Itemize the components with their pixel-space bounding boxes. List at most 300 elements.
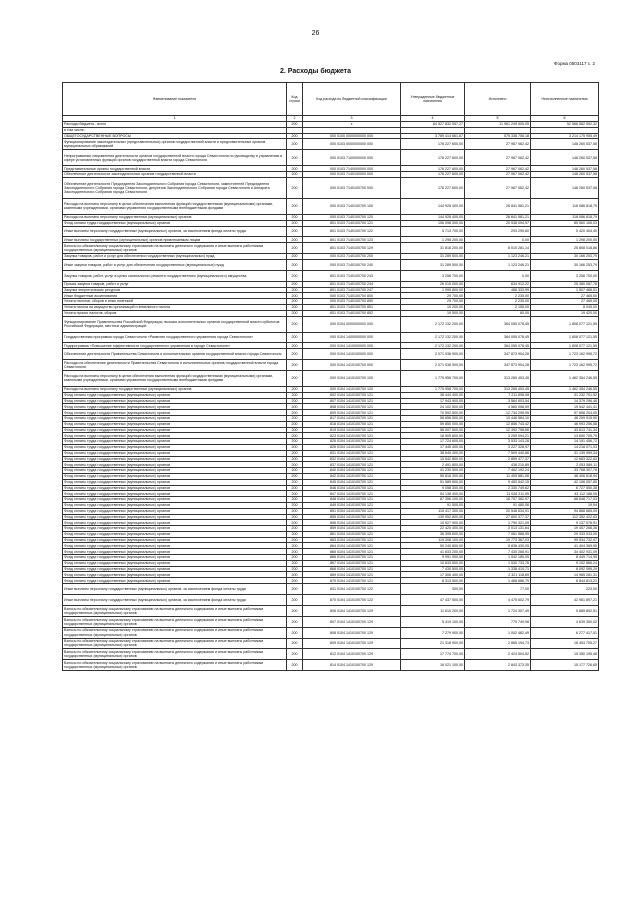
row-approved: 29 700,00	[401, 299, 465, 305]
row-remaining: 118 086 818,79	[531, 198, 599, 214]
row-line-code: 200	[287, 133, 303, 139]
row-approved: 139 952 800,00	[401, 514, 465, 520]
row-remaining: 68 648 717,03	[531, 497, 599, 503]
row-executed: 3 533 143,28	[465, 439, 531, 445]
row-remaining: 1 462 354 246,55	[531, 386, 599, 392]
row-approved: 54 138 400,00	[401, 491, 465, 497]
row-remaining: 33 768 307,76	[531, 468, 599, 474]
table-row	[63, 439, 599, 445]
table-row	[63, 360, 599, 371]
table-row	[63, 605, 599, 616]
row-kbk: 801 0103 7140100700 243	[303, 270, 401, 281]
row-approved: 64 527 832 057,27	[401, 122, 465, 128]
row-kbk: 808 0104 1410100700 121	[303, 404, 401, 410]
row-approved: 17 306 400,00	[401, 572, 465, 578]
row-kbk: 870 0104 1410100700 121	[303, 578, 401, 584]
row-executed: 364 055 078,45	[465, 332, 531, 343]
row-remaining: 1 808 077 121,55	[531, 343, 599, 349]
row-name: Обеспечение деятельности Правительства Севастополя и исполнительных органов государственной власти города Севастополя	[63, 349, 287, 360]
row-name: Закупка товаров, работ, услуг в целях капитального ремонта государственного (муниципального) имущества	[63, 270, 287, 281]
row-line-code: 200	[287, 514, 303, 520]
row-name: Прочая закупка товаров, работ и услуг	[63, 281, 287, 287]
row-line-code: 200	[287, 259, 303, 270]
row-kbk: 814 0104 1410100700 129	[303, 660, 401, 671]
row-approved: 16 909 800,00	[401, 433, 465, 439]
row-line-code: 200	[287, 485, 303, 491]
row-name: Фонд оплаты труда государственных (муниципальных) органов	[63, 485, 287, 491]
row-kbk: x	[303, 122, 401, 128]
row-executed: 27 967 062,42	[465, 172, 531, 178]
row-kbk: 000 0103 0000000000 000	[303, 139, 401, 150]
row-executed: 19 773 367,03	[465, 537, 531, 543]
row-approved: 31 289 500,00	[401, 259, 465, 270]
row-kbk: 000 0104 1410000000 000	[303, 343, 401, 349]
row-remaining: 3 258 700,00	[531, 270, 599, 281]
row-line-code: 200	[287, 433, 303, 439]
row-approved: 176 227 600,00	[401, 166, 465, 172]
row-executed: 7 061 566,95	[465, 531, 531, 537]
header-name: Наименование показателя	[63, 83, 287, 116]
row-kbk: 861 0104 1410100700 121	[303, 531, 401, 537]
table-row	[63, 332, 599, 343]
row-kbk: 809 0104 1410100700 121	[303, 410, 401, 416]
row-remaining: 12 683 322,63	[531, 456, 599, 462]
row-name: Взносы по обязательному социальному страхованию на выплаты денежного содержания и иные выплаты работникам государственных (муниципальных) органов	[63, 605, 287, 616]
row-remaining: 15 177 726,65	[531, 660, 599, 671]
row-approved: 36 395 600,00	[401, 531, 465, 537]
row-remaining: 112 352 422,63	[531, 514, 599, 520]
row-line-code: 200	[287, 549, 303, 555]
row-kbk: 817 0104 1410100700 121	[303, 415, 401, 421]
row-kbk: 801 0103 7140100700 129	[303, 243, 401, 254]
row-name: Фонд оплаты труда государственных (муниципальных) органов	[63, 508, 287, 514]
table-row	[63, 410, 599, 416]
row-kbk: 863 0104 1410100700 121	[303, 537, 401, 543]
row-executed: 1 790 321,09	[465, 520, 531, 526]
row-line-code: 200	[287, 491, 303, 497]
row-approved: 144 928 400,00	[401, 198, 465, 214]
row-name: Расходы на выплаты персоналу в целях обеспечения выполнения функций государственными (муниципальными) органами, казенными учреждениями, органами управления государственными внебюджетными фондами	[63, 370, 287, 386]
row-remaining: 25 380 087,78	[531, 281, 599, 287]
row-approved: 7 430 500,00	[401, 566, 465, 572]
row-kbk: 831 0104 1410100700 122	[303, 584, 401, 595]
row-executed: 11 026 211,95	[465, 491, 531, 497]
row-name: Фонд оплаты труда государственных (муниципальных) органов	[63, 392, 287, 398]
row-line-code: 200	[287, 444, 303, 450]
table-row	[63, 594, 599, 605]
row-name: Фонд оплаты труда государственных (муниципальных) органов	[63, 444, 287, 450]
table-row	[63, 491, 599, 497]
row-remaining: 19,94	[531, 502, 599, 508]
row-kbk: 856 0104 1410100700 121	[303, 520, 401, 526]
table-row	[63, 649, 599, 660]
row-approved: 2 071 036 900,00	[401, 349, 465, 360]
row-remaining: 27 465,00	[531, 293, 599, 299]
row-name: Фонд оплаты труда государственных (муниципальных) органов	[63, 427, 287, 433]
row-remaining: 14 218 071,03	[531, 444, 599, 450]
row-line-code: 200	[287, 450, 303, 456]
row-remaining: 3 214 175 955,49	[531, 133, 599, 139]
row-line-code: 200	[287, 172, 303, 178]
row-executed: 9 483 542,15	[465, 479, 531, 485]
table-row	[63, 638, 599, 649]
row-remaining: 1 462 354 246,55	[531, 370, 599, 386]
row-executed: 3 259 094,21	[465, 433, 531, 439]
row-kbk: 842 0104 1410100700 121	[303, 473, 401, 479]
table-row	[63, 150, 599, 166]
row-kbk: 846 0104 1410100700 121	[303, 485, 401, 491]
table-row	[63, 316, 599, 332]
row-executed: 2 424 504,52	[465, 649, 531, 660]
row-executed: 11 409 681,06	[465, 473, 531, 479]
row-executed: 779 749,98	[465, 616, 531, 627]
row-remaining: 8 449 714,95	[531, 555, 599, 561]
row-name: Иные выплаты государственных (муниципальных) органов привлекаемым лицам	[63, 237, 287, 243]
row-line-code: 200	[287, 605, 303, 616]
row-name: Иные закупки товаров, работ и услуг для обеспечения государственных (муниципальных) нужд	[63, 259, 287, 270]
row-line-code: 200	[287, 616, 303, 627]
row-remaining: 1 298 200,00	[531, 237, 599, 243]
row-name: Фонд оплаты труда государственных (муниципальных) органов	[63, 398, 287, 404]
row-executed: 293 295,60	[465, 226, 531, 237]
row-executed: 313 265 453,45	[465, 370, 531, 386]
row-executed: 488 333,99	[465, 287, 531, 293]
row-remaining: 46 993 256,58	[531, 421, 599, 427]
row-approved: 70 592 500,00	[401, 410, 465, 416]
row-line-code: 200	[287, 316, 303, 332]
table-row	[63, 456, 599, 462]
row-name: Подпрограмма «Повышение эффективности государственного управления в городе Севастополе»	[63, 343, 287, 349]
row-line-code: 200	[287, 584, 303, 595]
row-executed: 634 912,22	[465, 281, 531, 287]
row-kbk: 000 0104 1410100700 000	[303, 360, 401, 371]
row-executed: 3 227 328,97	[465, 444, 531, 450]
row-name: Фонд оплаты труда государственных (муниципальных) органов	[63, 473, 287, 479]
row-name: Взносы по обязательному социальному страхованию на выплаты денежного содержания и иные выплаты работникам государственных (муниципальных) органов	[63, 243, 287, 254]
table-row	[63, 514, 599, 520]
row-line-code: 200	[287, 332, 303, 343]
table-row	[63, 508, 599, 514]
row-line-code: 200	[287, 537, 303, 543]
row-kbk: 000 0103 7140000000 000	[303, 166, 401, 172]
row-kbk: 000 0103 7140100700 240	[303, 259, 401, 270]
row-name: ОБЩЕГОСУДАРСТВЕННЫЕ ВОПРОСЫ	[63, 133, 287, 139]
table-row	[63, 370, 599, 386]
row-executed: 77,00	[465, 584, 531, 595]
row-line-code: 200	[287, 370, 303, 386]
row-kbk: 840 0104 1410100700 121	[303, 468, 401, 474]
row-remaining: 31 139 959,34	[531, 450, 599, 456]
row-executed: 4 475 602,79	[465, 594, 531, 605]
row-approved: 9 058 300,00	[401, 485, 465, 491]
row-approved: 1 775 958 700,00	[401, 386, 465, 392]
row-approved: 115 417 300,00	[401, 508, 465, 514]
row-remaining: 6 092 089,29	[531, 566, 599, 572]
table-row	[63, 177, 599, 198]
row-kbk: 870 0104 1410100700 122	[303, 594, 401, 605]
row-line-code: 200	[287, 398, 303, 404]
table-row	[63, 392, 599, 398]
row-kbk: 801 0103 7140100700 852	[303, 310, 401, 316]
row-line-code: 200	[287, 310, 303, 316]
expenditure-table	[62, 82, 599, 671]
row-executed: 12 393 758,66	[465, 427, 531, 433]
table-row	[63, 139, 599, 150]
header-kbk: Код расхода по бюджетной классификации	[303, 83, 401, 116]
row-name: Функционирование законодательных (представительных) органов государственной власти и представительных органов муниципальных образований	[63, 139, 287, 150]
row-remaining: 14 985 281,31	[531, 572, 599, 578]
row-name: Фонд оплаты труда государственных (муниципальных) органов	[63, 549, 287, 555]
row-kbk: 807 0104 1410100700 121	[303, 398, 401, 404]
row-executed: 27 600 377,37	[465, 514, 531, 520]
row-kbk: 000 0103 7140100700 120	[303, 214, 401, 220]
header-row	[63, 83, 599, 116]
row-kbk: 801 0103 7140100700 123	[303, 237, 401, 243]
row-name: Фонд оплаты труда государственных (муниципальных) органов	[63, 502, 287, 508]
row-name: Фонд оплаты труда государственных (муниципальных) органов	[63, 462, 287, 468]
row-approved: 10 200,00	[401, 304, 465, 310]
table-row	[63, 421, 599, 427]
row-kbk: 801 0103 7140100700 244	[303, 281, 401, 287]
row-executed: 438 210,89	[465, 462, 531, 468]
row-kbk: 000 0104 1410100700 120	[303, 386, 401, 392]
row-name: Расходы на выплаты персоналу государственных (муниципальных) органов	[63, 386, 287, 392]
row-name: Фонд оплаты труда государственных (муниципальных) органов	[63, 572, 287, 578]
row-name: Фонд оплаты труда государственных (муниципальных) органов	[63, 491, 287, 497]
row-executed: 2 235,00	[465, 293, 531, 299]
table-row	[63, 502, 599, 508]
row-approved: 19 500,00	[401, 310, 465, 316]
row-approved: 119 308 100,00	[401, 537, 465, 543]
row-approved: 50 240 800,00	[401, 543, 465, 549]
row-name: Уплата прочих налогов, сборов	[63, 310, 287, 316]
row-name: Обеспечение деятельности Председателя Законодательного Собрания города Севастополя, заместителей Председателя Законодательного Собрания города Севастополя, депутатов Законодательного Собрания города Севастополя и Аппарата Законодательного Собрания города Севастополя	[63, 177, 287, 198]
row-line-code: 200	[287, 287, 303, 293]
row-remaining: 4 639 350,02	[531, 616, 599, 627]
row-line-code: 200	[287, 578, 303, 584]
row-kbk: 847 0104 1410100700 121	[303, 491, 401, 497]
row-remaining: 42 961 897,21	[531, 594, 599, 605]
row-kbk: 000 0104 1400000000 000	[303, 332, 401, 343]
row-line-code: 200	[287, 404, 303, 410]
row-remaining: 99 534 732,97	[531, 537, 599, 543]
row-remaining: 148 260 537,58	[531, 177, 599, 198]
row-remaining: 94 868 665,09	[531, 508, 599, 514]
row-line-code: 200	[287, 427, 303, 433]
table-row	[63, 543, 599, 549]
row-approved: 10 633 500,00	[401, 560, 465, 566]
row-executed: 1 338 410,71	[465, 566, 531, 572]
row-approved: 144 928 400,00	[401, 214, 465, 220]
row-approved: 176 227 600,00	[401, 150, 465, 166]
row-executed: 3 013 131,64	[465, 526, 531, 532]
row-line-code: 200	[287, 526, 303, 532]
row-name: Закупка товаров, работ и услуг для обеспечения государственных (муниципальных) нужд	[63, 254, 287, 260]
row-name: Государственная программа города Севастополя «Развитие государственного управления города Севастополя»	[63, 332, 287, 343]
row-name: Фонд оплаты труда государственных (муниципальных) органов	[63, 537, 287, 543]
row-remaining: 19 407 268,36	[531, 526, 599, 532]
row-approved: 56 007 500,00	[401, 427, 465, 433]
table-row	[63, 198, 599, 214]
row-approved: 41 230 500,00	[401, 468, 465, 474]
row-remaining: 148 260 537,58	[531, 150, 599, 166]
row-line-code: 200	[287, 468, 303, 474]
row-approved: 38 649 400,00	[401, 450, 465, 456]
table-row	[63, 473, 599, 479]
table-row	[63, 479, 599, 485]
row-line-code: 200	[287, 627, 303, 638]
row-remaining: 41 404 369,95	[531, 543, 599, 549]
row-executed: 11 961 249 505,05	[465, 122, 531, 128]
row-name: Представительные органы государственной власти	[63, 166, 287, 172]
row-kbk: 859 0104 1410100700 121	[303, 526, 401, 532]
row-executed: 2 155,00	[465, 304, 531, 310]
row-name: Фонд оплаты труда государственных (муниципальных) органов	[63, 456, 287, 462]
row-kbk: 849 0104 1410100700 121	[303, 502, 401, 508]
row-remaining: 14 379 296,46	[531, 398, 599, 404]
table-row	[63, 462, 599, 468]
row-executed: 91 480,06	[465, 502, 531, 508]
row-kbk: 000 0103 7140100700 850	[303, 299, 401, 305]
row-name: Расходы бюджета - всего	[63, 122, 287, 128]
table-row	[63, 572, 599, 578]
row-approved: 91 500,00	[401, 502, 465, 508]
row-remaining: 19 542 441,41	[531, 404, 599, 410]
row-name: Иные выплаты персоналу государственных (муниципальных) органов, за исключением фонда оплаты труда	[63, 584, 287, 595]
row-kbk: 848 0104 1410100700 121	[303, 497, 401, 503]
table-row	[63, 468, 599, 474]
row-name: Расходы на выплаты персоналу государственных (муниципальных) органов	[63, 214, 287, 220]
row-line-code: 200	[287, 439, 303, 445]
table-body	[63, 122, 599, 671]
row-line-code: 200	[287, 386, 303, 392]
row-remaining: 15 350 195,48	[531, 649, 599, 660]
table-row	[63, 214, 599, 220]
row-line-code: 200	[287, 214, 303, 220]
row-approved: 47 437 500,00	[401, 594, 465, 605]
row-name: Функционирование Правительства Российской Федерации, высших исполнительных органов государственной власти субъектов Российской Федерации, местных администраций	[63, 316, 287, 332]
table-row	[63, 433, 599, 439]
row-line-code: 200	[287, 360, 303, 371]
col-number: 5	[465, 116, 531, 122]
row-kbk: 851 0104 1410100700 121	[303, 508, 401, 514]
row-name: Фонд оплаты труда государственных (муниципальных) органов	[63, 450, 287, 456]
row-executed: 575 338 706,18	[465, 133, 531, 139]
row-line-code: 200	[287, 415, 303, 421]
row-executed: 20 538 094,97	[465, 220, 531, 226]
row-kbk: 809 0104 1410100700 129	[303, 638, 401, 649]
row-line-code: 200	[287, 502, 303, 508]
table-row	[63, 537, 599, 543]
row-remaining: 1 808 077 121,55	[531, 316, 599, 332]
row-remaining: 30 166 253,79	[531, 254, 599, 260]
row-remaining: 48 209 915,90	[531, 415, 599, 421]
row-line-code: 200	[287, 392, 303, 398]
row-remaining: 14 191 456,72	[531, 439, 599, 445]
row-executed: 1 542 185,05	[465, 555, 531, 561]
row-executed: 2 859 477,37	[465, 456, 531, 462]
row-kbk: 806 0104 1410100700 129	[303, 605, 401, 616]
row-line-code: 200	[287, 555, 303, 561]
table-row	[63, 497, 599, 503]
row-approved: 5 419 100,00	[401, 616, 465, 627]
row-executed: 2 865 194,73	[465, 638, 531, 649]
row-name: Фонд оплаты труда государственных (муниципальных) органов	[63, 526, 287, 532]
row-executed: 27 967 062,42	[465, 139, 531, 150]
row-kbk: 000 0104 1410100700 100	[303, 370, 401, 386]
table-row	[63, 343, 599, 349]
row-executed: 12 734 295,95	[465, 410, 531, 416]
row-executed: 27 967 062,42	[465, 150, 531, 166]
table-row	[63, 555, 599, 561]
row-executed: 313 265 453,45	[465, 386, 531, 392]
row-approved: 3 789 414 661,67	[401, 133, 465, 139]
row-approved: 300,00	[401, 584, 465, 595]
row-kbk: 808 0104 1410100700 129	[303, 627, 401, 638]
row-remaining: 148 260 537,58	[531, 166, 599, 172]
row-line-code: 200	[287, 473, 303, 479]
row-kbk: 000 0103 7140100700 800	[303, 293, 401, 299]
row-name: Закупка энергетических ресурсов	[63, 287, 287, 293]
row-kbk: 000 0103 7140100000 000	[303, 172, 401, 178]
table-row	[63, 485, 599, 491]
row-kbk: 866 0104 1410100700 121	[303, 555, 401, 561]
row-kbk: 845 0104 1410100700 121	[303, 479, 401, 485]
row-line-code: 200	[287, 520, 303, 526]
row-executed: 1 724 307,49	[465, 605, 531, 616]
row-executed: 10 446 584,10	[465, 415, 531, 421]
row-kbk: 801 0103 7140100700 851	[303, 304, 401, 310]
table-row	[63, 627, 599, 638]
row-approved: 31 289 500,00	[401, 254, 465, 260]
row-kbk: 831 0104 1410100700 121	[303, 450, 401, 456]
table-row	[63, 660, 599, 671]
row-line-code: 200	[287, 270, 303, 281]
row-executed: 7 430 268,91	[465, 549, 531, 555]
row-remaining: 6 277 417,51	[531, 627, 599, 638]
row-executed: 0,00	[465, 237, 531, 243]
row-executed: 1 002 482,49	[465, 627, 531, 638]
row-line-code: 200	[287, 660, 303, 671]
row-remaining: 6 727 550,38	[531, 485, 599, 491]
row-approved: 26 015 000,00	[401, 281, 465, 287]
row-remaining: 43 112 188,05	[531, 491, 599, 497]
row-remaining: 1 723 162 995,72	[531, 349, 599, 360]
row-name: Уплата налога на имущество организаций и земельного налога	[63, 304, 287, 310]
row-executed: 347 873 904,28	[465, 349, 531, 360]
row-approved: 2 172 132 200,00	[401, 343, 465, 349]
row-name: Взносы по обязательному социальному страхованию на выплаты денежного содержания и иные выплаты работникам государственных (муниципальных) органов	[63, 627, 287, 638]
header-remaining: Неисполненные назначения	[531, 83, 599, 116]
row-line-code: 200	[287, 638, 303, 649]
row-approved: 176 227 600,00	[401, 177, 465, 198]
row-approved: 51 589 600,00	[401, 479, 465, 485]
row-line-code: 200	[287, 281, 303, 287]
table-row	[63, 566, 599, 572]
row-approved: 10 927 900,00	[401, 520, 465, 526]
table-row	[63, 386, 599, 392]
row-name: Взносы по обязательному социальному страхованию на выплаты денежного содержания и иные выплаты работникам государственных (муниципальных) органов	[63, 616, 287, 627]
table-row	[63, 220, 599, 226]
row-executed: 0,00	[465, 270, 531, 281]
row-line-code: 200	[287, 220, 303, 226]
row-remaining: 9 102 866,24	[531, 560, 599, 566]
row-kbk: 825 0104 1410100700 121	[303, 439, 401, 445]
page-number: 26	[311, 30, 320, 37]
row-remaining: 2 053 589,11	[531, 462, 599, 468]
row-name: Расходы на выплаты персоналу в целях обеспечения выполнения функций государственными (муниципальными) органами, казенными учреждениями, органами управления государственными внебюджетными фондами	[63, 198, 287, 214]
row-name: Фонд оплаты труда государственных (муниципальных) органов	[63, 566, 287, 572]
